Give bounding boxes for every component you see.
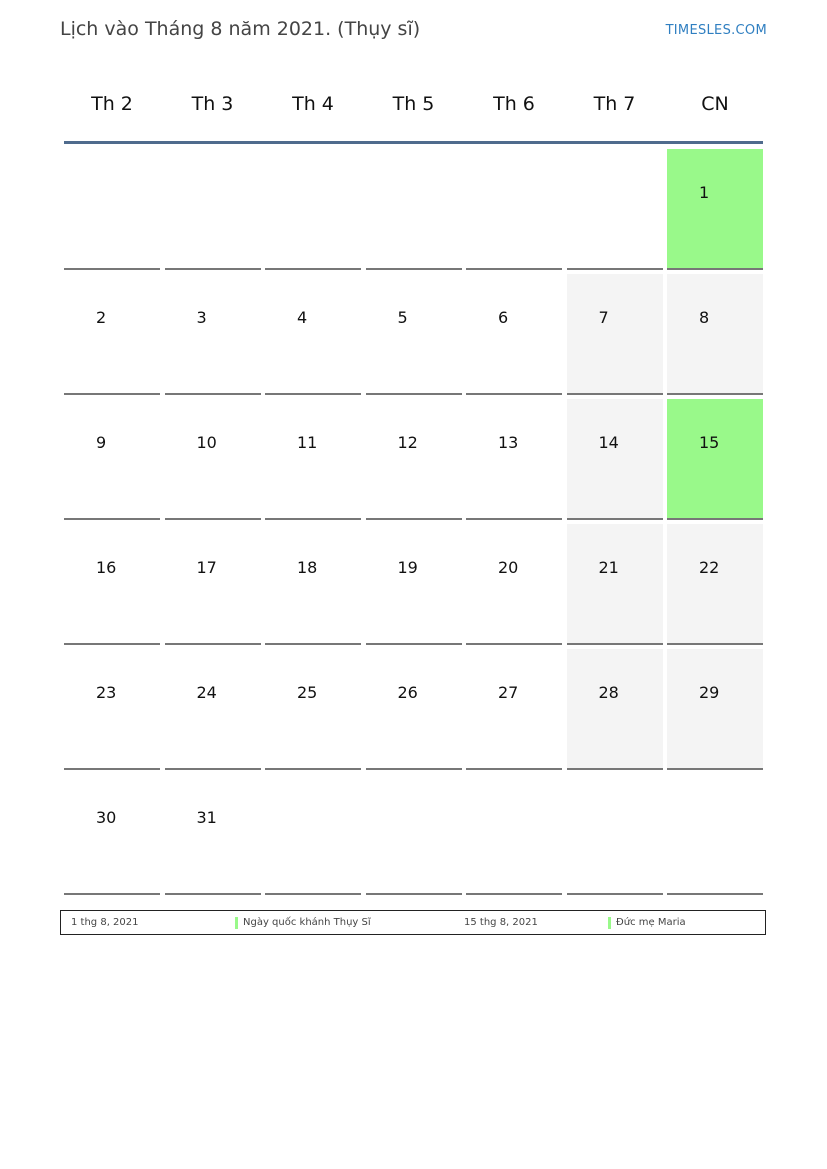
day-number: 30 — [96, 808, 117, 827]
day-number: 31 — [196, 808, 217, 827]
day-cell-18[interactable] — [265, 524, 361, 645]
empty-day-cell — [466, 774, 562, 895]
day-number: 16 — [96, 558, 117, 577]
day-number: 28 — [598, 683, 619, 702]
empty-day-cell — [567, 149, 663, 270]
empty-day-cell — [265, 774, 361, 895]
header-divider — [64, 141, 763, 144]
day-cell-14[interactable] — [567, 399, 663, 520]
legend-name-2: Đức mẹ Maria — [616, 917, 686, 928]
day-number: 10 — [196, 433, 217, 452]
day-cell-3[interactable] — [165, 274, 261, 395]
day-cell-15[interactable] — [667, 399, 763, 520]
day-number: 19 — [397, 558, 418, 577]
day-number: 15 — [699, 433, 720, 452]
legend-date-1: 1 thg 8, 2021 — [71, 917, 139, 928]
day-cell-29[interactable] — [667, 649, 763, 770]
site-link[interactable]: TIMESLES.COM — [665, 23, 767, 38]
day-cell-30[interactable] — [64, 774, 160, 895]
legend-date-2: 15 thg 8, 2021 — [464, 917, 538, 928]
legend-swatch-1 — [235, 917, 238, 929]
day-cell-20[interactable] — [466, 524, 562, 645]
day-number: 2 — [96, 308, 107, 327]
weekday-label-sat: Th 7 — [593, 93, 636, 115]
day-cell-19[interactable] — [366, 524, 462, 645]
page-title: Lịch vào Tháng 8 năm 2021. (Thụy sĩ) — [60, 18, 421, 40]
day-cell-11[interactable] — [265, 399, 361, 520]
day-cell-1[interactable] — [667, 149, 763, 270]
day-number: 25 — [297, 683, 318, 702]
day-cell-28[interactable] — [567, 649, 663, 770]
day-cell-13[interactable] — [466, 399, 562, 520]
empty-day-cell — [265, 149, 361, 270]
day-number: 29 — [699, 683, 720, 702]
day-number: 21 — [598, 558, 619, 577]
weekday-label-sun: CN — [701, 93, 729, 115]
calendar-grid — [64, 149, 764, 895]
day-number: 6 — [498, 308, 509, 327]
day-number: 26 — [397, 683, 418, 702]
day-cell-24[interactable] — [165, 649, 261, 770]
day-number: 12 — [397, 433, 418, 452]
day-number: 27 — [498, 683, 519, 702]
empty-day-cell — [64, 149, 160, 270]
day-number: 20 — [498, 558, 519, 577]
day-cell-2[interactable] — [64, 274, 160, 395]
day-cell-17[interactable] — [165, 524, 261, 645]
day-cell-16[interactable] — [64, 524, 160, 645]
day-number: 18 — [297, 558, 318, 577]
day-cell-5[interactable] — [366, 274, 462, 395]
day-cell-8[interactable] — [667, 274, 763, 395]
weekday-label-thu: Th 5 — [392, 93, 435, 115]
day-number: 7 — [598, 308, 609, 327]
day-number: 23 — [96, 683, 117, 702]
empty-day-cell — [466, 149, 562, 270]
weekday-label-mon: Th 2 — [91, 93, 133, 115]
day-number: 5 — [397, 308, 408, 327]
day-cell-23[interactable] — [64, 649, 160, 770]
day-cell-21[interactable] — [567, 524, 663, 645]
empty-day-cell — [366, 774, 462, 895]
day-cell-12[interactable] — [366, 399, 462, 520]
day-cell-25[interactable] — [265, 649, 361, 770]
day-number: 13 — [498, 433, 519, 452]
day-number: 4 — [297, 308, 308, 327]
weekday-label-tue: Th 3 — [191, 93, 234, 115]
day-number: 1 — [699, 183, 710, 202]
day-number: 17 — [196, 558, 217, 577]
day-cell-31[interactable] — [165, 774, 261, 895]
empty-day-cell — [366, 149, 462, 270]
day-number: 11 — [297, 433, 318, 452]
day-number: 22 — [699, 558, 720, 577]
empty-day-cell — [667, 774, 763, 895]
holiday-legend — [60, 910, 766, 935]
empty-day-cell — [165, 149, 261, 270]
weekday-label-wed: Th 4 — [292, 93, 334, 115]
day-number: 9 — [96, 433, 107, 452]
day-cell-22[interactable] — [667, 524, 763, 645]
day-number: 14 — [598, 433, 619, 452]
day-cell-26[interactable] — [366, 649, 462, 770]
day-number: 24 — [196, 683, 217, 702]
legend-name-1: Ngày quốc khánh Thụy Sĩ — [243, 917, 371, 928]
day-cell-4[interactable] — [265, 274, 361, 395]
day-cell-6[interactable] — [466, 274, 562, 395]
weekday-header-row — [64, 80, 763, 128]
day-cell-10[interactable] — [165, 399, 261, 520]
empty-day-cell — [567, 774, 663, 895]
legend-swatch-2 — [608, 917, 611, 929]
day-number: 8 — [699, 308, 710, 327]
day-cell-27[interactable] — [466, 649, 562, 770]
weekday-label-fri: Th 6 — [493, 93, 535, 115]
day-cell-7[interactable] — [567, 274, 663, 395]
day-cell-9[interactable] — [64, 399, 160, 520]
day-number: 3 — [196, 308, 207, 327]
